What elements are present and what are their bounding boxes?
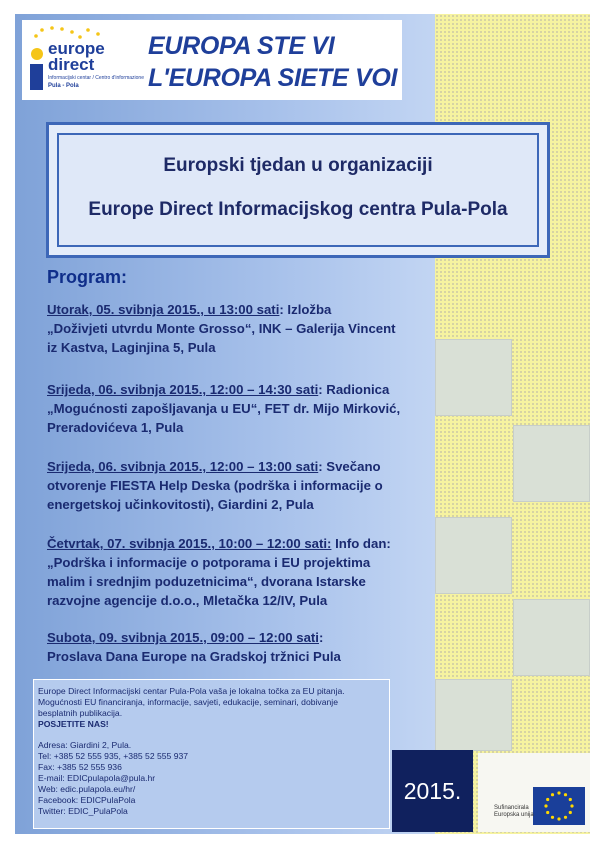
title-line-1: Europski tjedan u organizaciji bbox=[163, 155, 433, 176]
footer-intro: Europe Direct Informacijski centar Pula-Pola vaša je lokalna točka za EU pitanja. bbox=[38, 686, 345, 696]
footer-intro: Mogućnosti EU financiranja, informacije, savjeti, edukacije, seminari, dobivanje bbox=[38, 697, 338, 707]
decor-square bbox=[513, 425, 590, 502]
event-type: : Radionica bbox=[318, 382, 390, 397]
title-inner-frame bbox=[57, 133, 539, 247]
event-desc: „Doživjeti utvrdu Monte Grosso“, INK – Galerija Vincent bbox=[47, 321, 396, 336]
event-desc: otvorenje FIESTA Help Deska (podrška i informacije o bbox=[47, 478, 383, 493]
event-date: Utorak, 05. svibnja 2015., u 13:00 sati bbox=[47, 302, 280, 317]
footer-facebook: Facebook: EDICPulaPola bbox=[38, 795, 136, 805]
europe-direct-logo bbox=[28, 24, 146, 96]
eu-flag-icon bbox=[533, 787, 585, 825]
event-item bbox=[47, 300, 422, 357]
event-item bbox=[47, 457, 422, 514]
program-heading: Program: bbox=[47, 267, 128, 287]
cofunding-label: Sufinancirala Europska unija bbox=[494, 805, 534, 818]
event-desc: energetskoj učinkovitosti), Giardini 2, Pula bbox=[47, 497, 314, 512]
decor-square bbox=[435, 679, 512, 751]
event-type: : Svečano bbox=[318, 459, 381, 474]
event-date: Četvrtak, 07. svibnja 2015., 10:00 – 12:00 sati: bbox=[47, 536, 332, 551]
decor-square bbox=[435, 339, 512, 416]
footer-visit: POSJETITE NAS! bbox=[38, 719, 109, 729]
event-desc: razvojne agencije d.o.o., Mletačka 12/IV, Pula bbox=[47, 593, 328, 608]
footer-address: Adresa: Giardini 2, Pula. bbox=[38, 740, 132, 750]
event-date: Subota, 09. svibnja 2015., 09:00 – 12:00 sati bbox=[47, 630, 319, 645]
event-desc: „Podrška i informacije o potporama i EU projektima bbox=[47, 555, 371, 570]
slogan-line-2: L'EUROPA SIETE VOI bbox=[148, 64, 398, 92]
svg-text:Informacijski centar / Centro: Informacijski centar / Centro d'informazione bbox=[48, 75, 144, 81]
svg-text:Pula - Pola: Pula - Pola bbox=[48, 83, 79, 89]
event-desc: Proslava Dana Europe na Gradskoj tržnici Pula bbox=[47, 649, 341, 664]
event-desc: Preradovićeva 1, Pula bbox=[47, 420, 184, 435]
event-desc: malim i srednjim poduzetnicima“, dvorana Istarske bbox=[47, 574, 366, 589]
event-date: Srijeda, 06. svibnja 2015., 12:00 – 13:00 sati bbox=[47, 459, 319, 474]
footer-twitter: Twitter: EDIC_PulaPola bbox=[38, 806, 128, 816]
event-type: Info dan: bbox=[331, 536, 391, 551]
event-date: Srijeda, 06. svibnja 2015., 12:00 – 14:30 sati bbox=[47, 382, 319, 397]
decor-square bbox=[435, 517, 512, 594]
event-type: : Izložba bbox=[279, 302, 332, 317]
title-frame bbox=[46, 122, 550, 258]
footer-intro: besplatnih publikacija. bbox=[38, 708, 123, 718]
footer-web: Web: edic.pulapola.eu/hr/ bbox=[38, 784, 136, 794]
event-item bbox=[47, 534, 422, 610]
footer-tel: Tel: +385 52 555 935, +385 52 555 937 bbox=[38, 751, 189, 761]
svg-text:europe: europe bbox=[48, 39, 105, 58]
event-desc: „Mogućnosti zapošljavanja u EU“, FET dr. Mijo Mirković, bbox=[47, 401, 401, 416]
decor-square bbox=[513, 599, 590, 676]
event-desc: iz Kastva, Laginjina 5, Pula bbox=[47, 340, 216, 355]
title-line-2: Europe Direct Informacijskog centra Pula-Pola bbox=[88, 199, 508, 220]
event-item bbox=[47, 380, 422, 437]
footer-email: E-mail: EDICpulapola@pula.hr bbox=[38, 773, 156, 783]
year-label: 2015. bbox=[403, 778, 462, 804]
footer-fax: Fax: +385 52 555 936 bbox=[38, 762, 122, 772]
slogan-line-1: EUROPA STE VI bbox=[148, 32, 335, 60]
svg-text:direct: direct bbox=[48, 55, 95, 74]
event-type: : bbox=[318, 630, 324, 645]
event-item bbox=[47, 628, 422, 666]
